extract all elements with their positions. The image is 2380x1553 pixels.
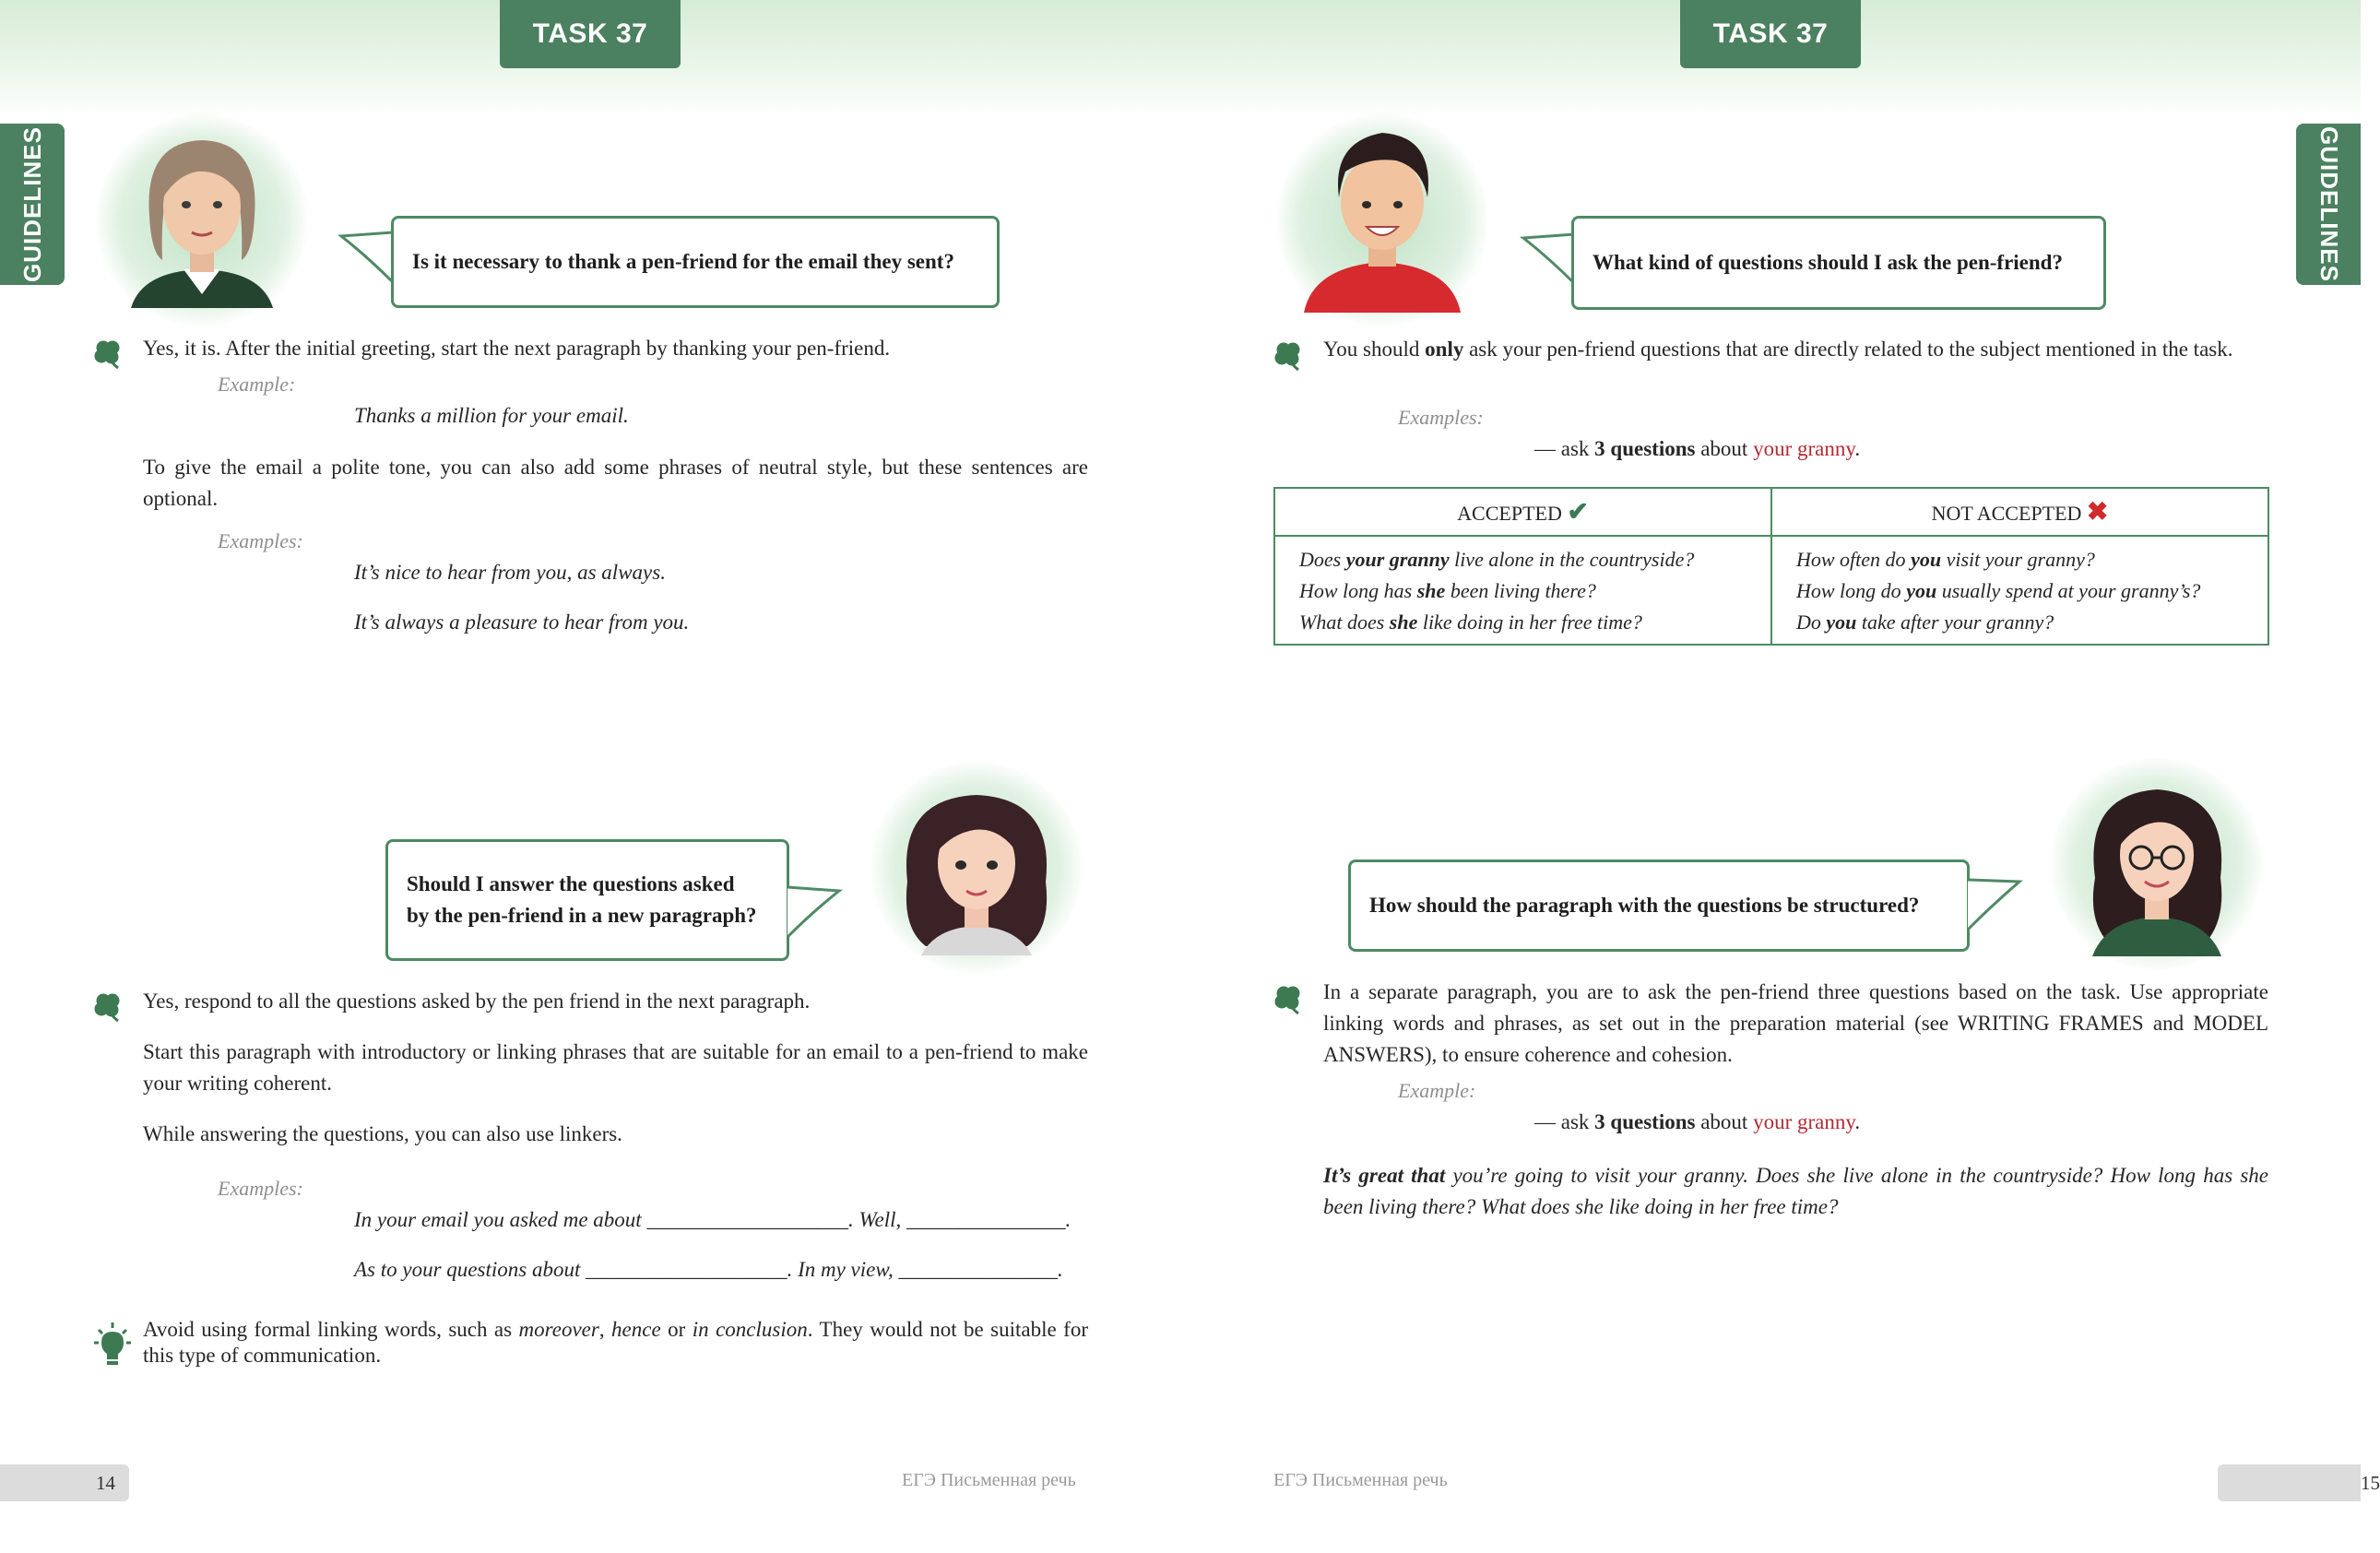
page-number: 14: [0, 1464, 129, 1501]
footer-title: ЕГЭ Письменная речь: [1273, 1470, 1448, 1490]
speech-bubble-tail: [339, 229, 395, 284]
avatar-boy: [1276, 114, 1488, 326]
list-item: How long has she been living there?: [1299, 579, 1596, 602]
list-item: What does she like doing in her free time?: [1299, 611, 1642, 634]
boy-illustration: [1276, 114, 1488, 326]
answer-text: Yes, respond to all the questions asked by the pen friend in the next paragraph.: [143, 990, 811, 1013]
question-bubble-kind: [1571, 216, 2106, 310]
right-page: [1180, 0, 2380, 1553]
paragraph-linking-phrases: Start this paragraph with introductory or linking phrases that are suitable for an email to a pen-friend to make your writing coherent.: [143, 1040, 1088, 1095]
examples-label: Examples:: [218, 1177, 303, 1200]
left-page: [0, 0, 1180, 1553]
avatar-older-woman: [96, 114, 308, 326]
example-sentence: It’s always a pleasure to hear from you.: [354, 611, 690, 634]
question-bubble-structure: [1348, 859, 1970, 952]
examples-label: Examples:: [1398, 406, 1484, 429]
model-answer: It’s great that you’re going to visit your granny. Does she live alone in the countryside? How long has she been living there? What does she like doing in her free time?: [1323, 1164, 2268, 1218]
avatar-girl: [870, 762, 1083, 974]
task-tab: TASK 37: [1680, 0, 1861, 68]
task-tab: TASK 37: [500, 0, 681, 68]
question-text: What kind of questions should I ask the pen-friend?: [1593, 251, 2063, 274]
clover-icon: [92, 338, 124, 369]
list-item: Does your granny live alone in the countryside?: [1299, 548, 1695, 571]
question-text: Is it necessary to thank a pen-friend for the email they sent?: [412, 250, 954, 273]
question-bubble-thank: [391, 216, 1000, 308]
answer-text: In a separate paragraph, you are to ask the pen-friend three questions based on the task. Use appropriate linking words and phrases, as set out in the preparation material (see WRITING FRAMES and MODEL ANSWERS), to ensure coherence and cohesion.: [1323, 980, 2268, 1066]
avatar-girl-glasses: [2051, 758, 2263, 970]
example-sentence: Thanks a million for your email.: [354, 404, 629, 427]
speech-bubble-tail: [786, 883, 841, 939]
older-woman-illustration: [96, 114, 308, 326]
example-sentence: In your email you asked me about ___________________. Well, _______________.: [354, 1208, 1072, 1231]
answer-text: You should only ask your pen-friend questions that are directly related to the subject mentioned in the task.: [1323, 338, 2233, 361]
paragraph-polite-tone: To give the email a polite tone, you can also add some phrases of neutral style, but these sentences are optional.: [143, 456, 1088, 510]
clover-icon: [1273, 339, 1304, 371]
speech-bubble-tail: [1522, 231, 1577, 286]
task-instruction: — ask 3 questions about your granny.: [1534, 1110, 1861, 1133]
speech-bubble-tail: [1966, 876, 2021, 931]
not-accepted-questions: [1771, 536, 2268, 645]
guidelines-side-tab: GUIDELINES: [2296, 124, 2361, 285]
footer-title: ЕГЭ Письменная речь: [902, 1470, 1076, 1490]
example-sentence: As to your questions about ___________________. In my view, _______________.: [354, 1258, 1063, 1281]
task-instruction: — ask 3 questions about your granny.: [1534, 437, 1861, 460]
guidelines-side-tab: GUIDELINES: [0, 124, 65, 285]
list-item: How often do you visit your granny?: [1796, 548, 2095, 571]
tip-text: Avoid using formal linking words, such as moreover, hence or in conclusion. They would not be suitable for this type of communication.: [143, 1318, 1088, 1367]
girl-with-glasses-illustration: [2051, 758, 2263, 970]
example-label: Example:: [1398, 1079, 1476, 1102]
question-bubble-answer: [385, 839, 789, 961]
question-text: Should I answer the questions asked: [407, 872, 735, 895]
not-accepted-header: NOT ACCEPTED ✖: [1771, 488, 2268, 536]
question-text: How should the paragraph with the questions be structured?: [1369, 894, 1920, 917]
example-label: Example:: [218, 373, 296, 396]
cross-icon: ✖: [2086, 498, 2109, 527]
page-number: 15: [2218, 1464, 2361, 1501]
example-sentence: It’s nice to hear from you, as always.: [354, 561, 666, 584]
list-item: How long do you usually spend at your granny’s?: [1796, 579, 2201, 602]
list-item: Do you take after your granny?: [1796, 611, 2054, 634]
lightbulb-icon: [90, 1322, 135, 1370]
accepted-header: ACCEPTED ✔: [1274, 488, 1771, 536]
clover-icon: [1273, 983, 1304, 1014]
answer-text: Yes, it is. After the initial greeting, start the next paragraph by thanking your pen-friend.: [143, 337, 891, 360]
check-icon: ✔: [1567, 498, 1589, 527]
question-text: by the pen-friend in a new paragraph?: [407, 904, 757, 927]
clover-icon: [92, 990, 124, 1022]
paragraph-linkers: While answering the questions, you can also use linkers.: [143, 1122, 622, 1145]
girl-illustration: [870, 762, 1083, 974]
questions-table: [1273, 487, 2269, 646]
examples-label: Examples:: [218, 529, 303, 552]
accepted-questions: [1274, 536, 1771, 645]
